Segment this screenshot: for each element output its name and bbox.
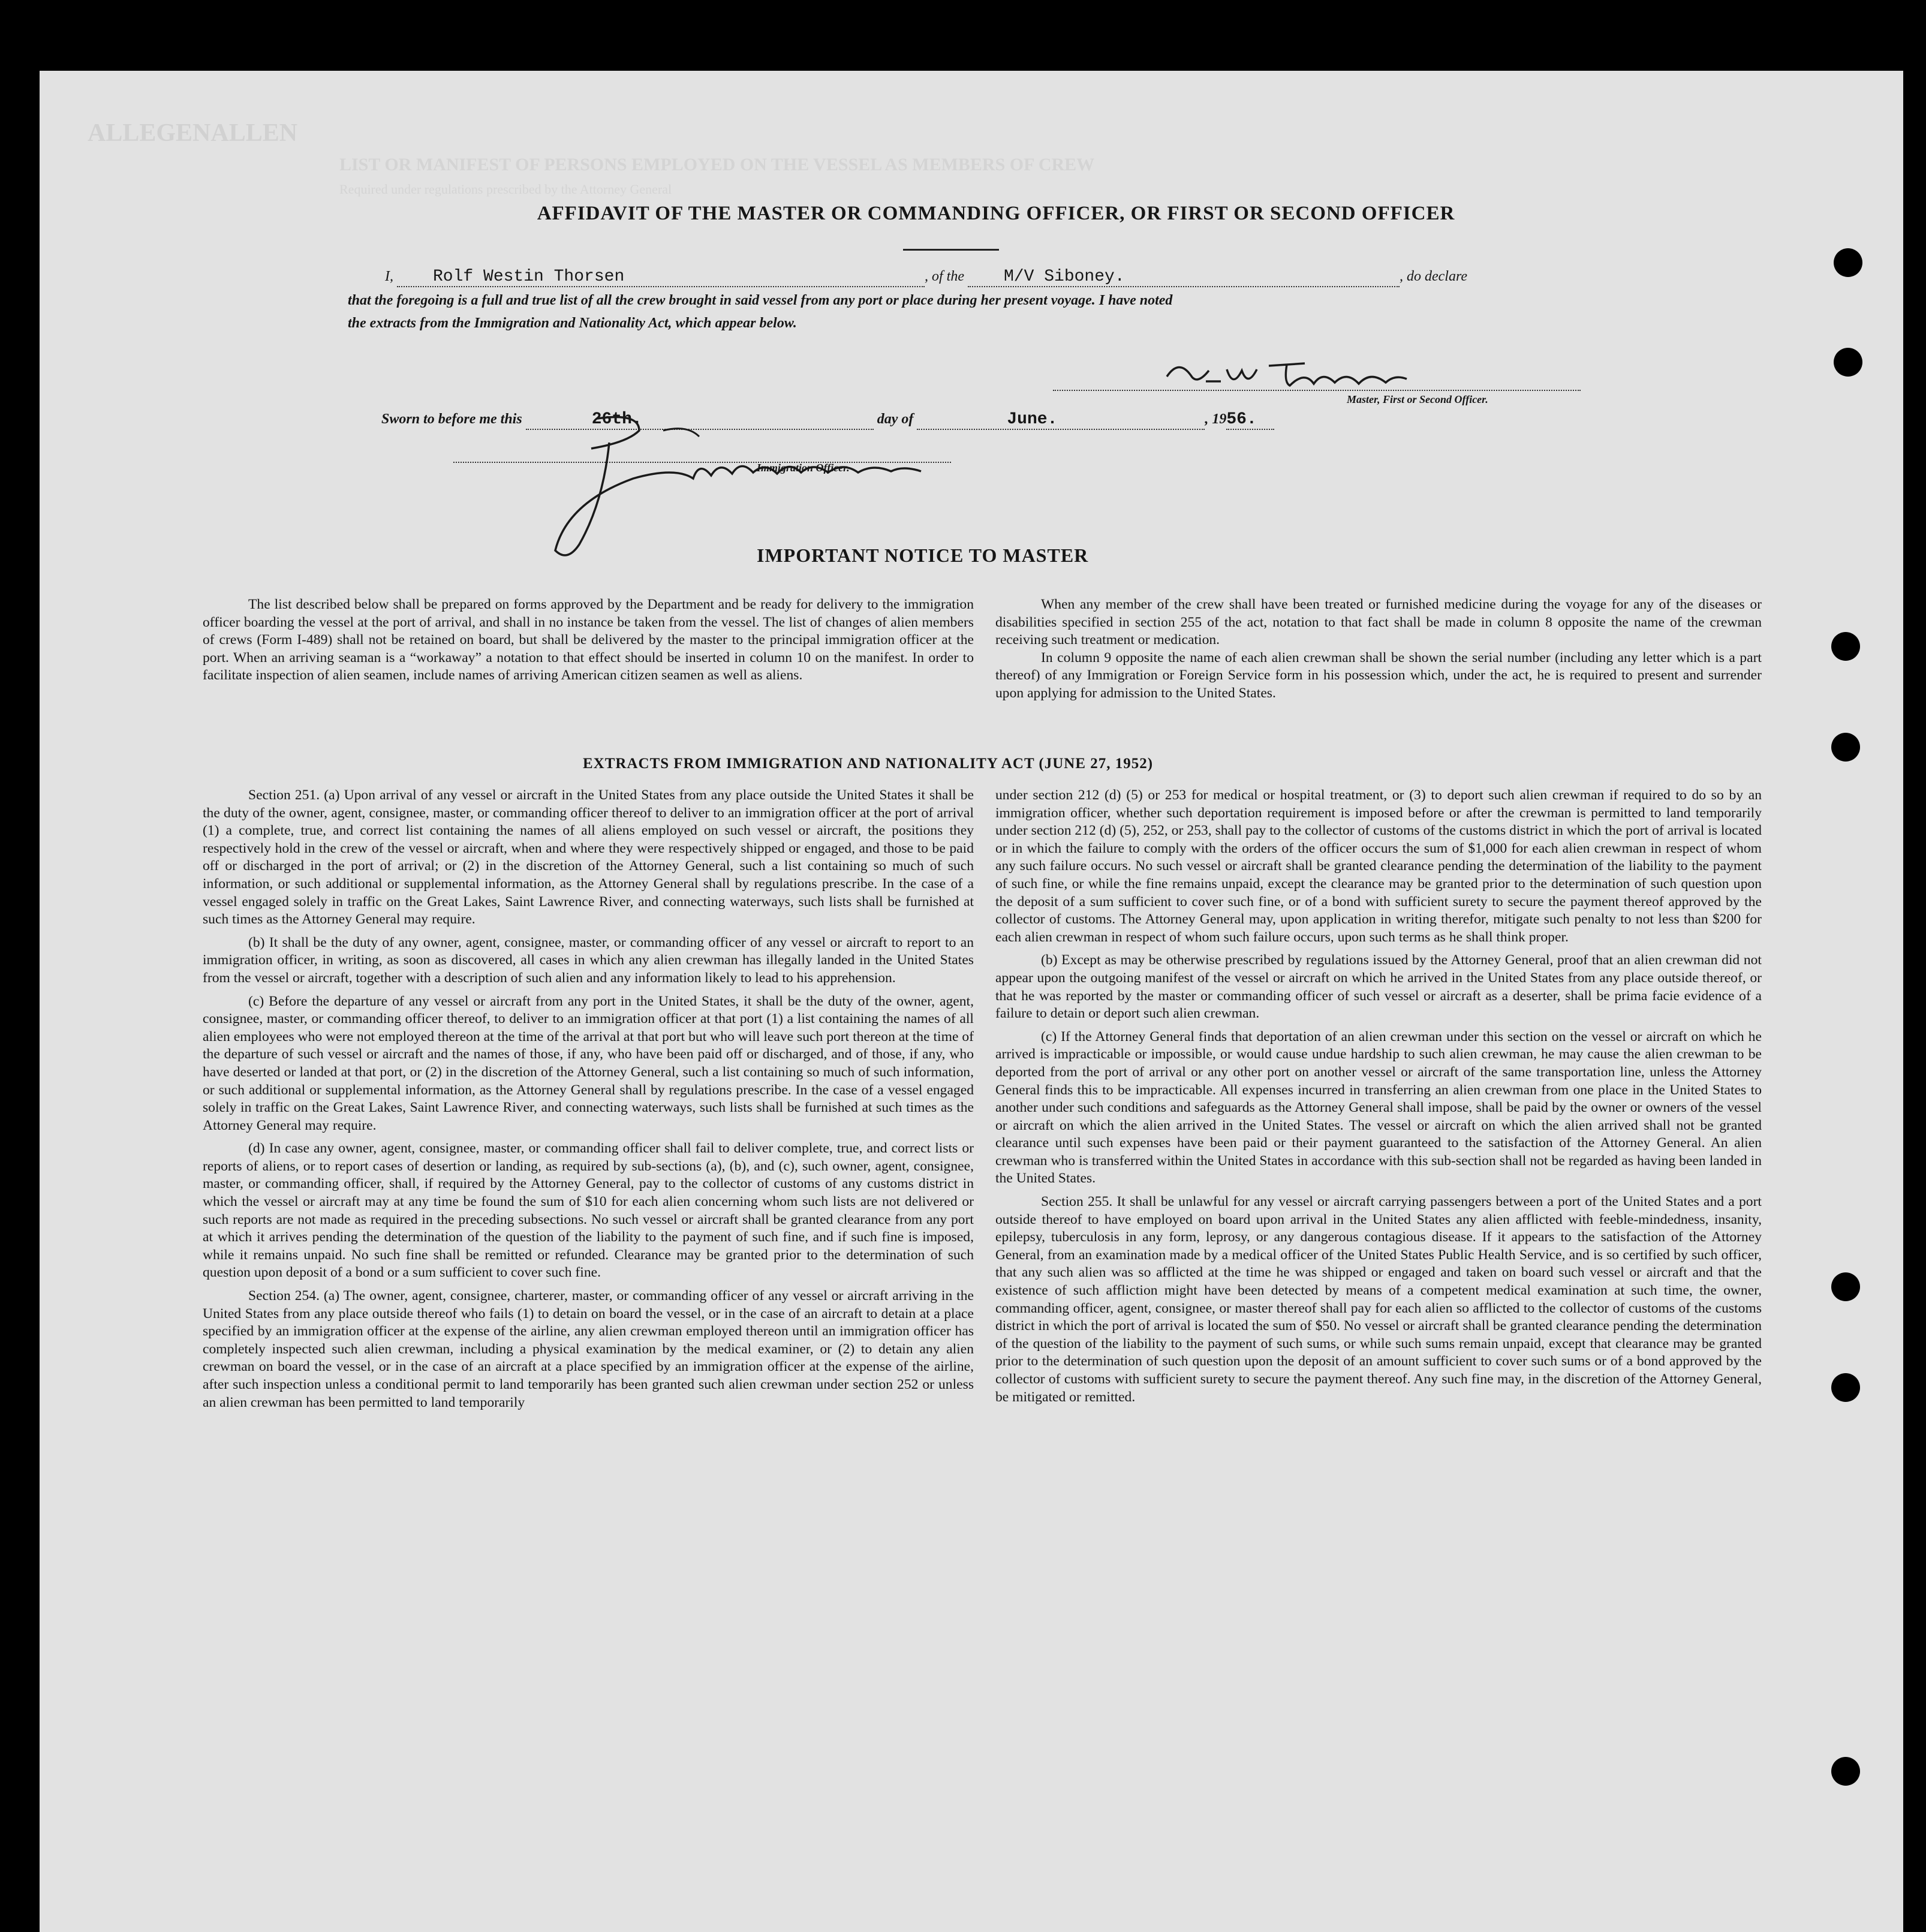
bleed-through-text-2: LIST OR MANIFEST OF PERSONS EMPLOYED ON THE VESSEL AS MEMBERS OF CREW — [339, 155, 1095, 174]
extracts-left-column — [203, 787, 974, 1417]
notice-right-paragraph-1: When any member of the crew shall have been treated or furnished medicine during the voyage for any of the diseases or disabilities specified in section 255 of the act, notation to that fact shall be made in column 8 opposite the name of the crewman receiving such treatment or medication. — [995, 597, 1762, 648]
declarant-prefix: I, — [385, 269, 393, 284]
of-the-label: , of the — [925, 269, 964, 284]
binder-hole-6 — [1831, 1373, 1860, 1402]
year-prefix: , 19 — [1205, 411, 1227, 427]
sworn-label: Sworn to before me this — [381, 411, 522, 427]
section-251-d: (d) In case any owner, agent, consignee, master, or commanding officer shall fail to deliver complete, true, and correct lists or reports of aliens, or to report cases of desertion or landing, as required by sub-sections (a), (b), and (c), such owner, agent, consignee, master, or commanding officer, shall, if required by the Attorney General, pay to the collector of customs of any customs district in which the vessel or aircraft may at any time be found the sum of $10 for each alien concerning whom such lists are not delivered or such reports are not made as required in the preceding subsections. No such vessel or aircraft shall be granted clearance from any port at which it arrives pending the determination of the question of the liability to the payment of such fine, and if such fine is imposed, while it remains unpaid. No such fine shall be remitted or refunded. Clearance may be granted prior to the determination of such question upon deposit of a bond or a sum sufficient to cover such fine. — [203, 1140, 974, 1281]
section-251-a: Section 251. (a) Upon arrival of any vessel or aircraft in the United States from any place outside the United States it shall be the duty of the owner, agent, consignee, master, or commanding officer thereof to deliver to an immigration officer at the port of arrival (1) a complete, true, and correct list containing the names of all aliens employed on such vessel or aircraft, the positions they respectively hold in the crew of the vessel or aircraft, when and where they were respectively shipped or engaged, and those to be paid off or discharged in the port of arrival; or (2) in the discretion of the Attorney General, such a list containing so much of such information, or such additional or supplemental information, as the Attorney General shall by regulations prescribe. In the case of a vessel engaged solely in traffic on the Great Lakes, Saint Lawrence River, and connecting waterways, such lists shall be furnished at such times as the Attorney General may require. — [203, 787, 974, 928]
binder-hole-1 — [1834, 248, 1862, 277]
section-251-b: (b) It shall be the duty of any owner, agent, consignee, master, or commanding officer of any vessel or aircraft to report to an immigration officer, in writing, as soon as discovered, all cases in which any alien crewman has illegally landed in the United States from the vessel or aircraft, together with a description of such alien and any information likely to lead to his apprehension. — [203, 934, 974, 986]
binder-hole-4 — [1831, 733, 1860, 762]
section-254-c: (c) If the Attorney General finds that deportation of an alien crewman under this section on the vessel or aircraft on which he arrived is impracticable or impossible, or would cause undue hardship to such alien crewman, he may cause the alien crewman to be deported from the port of arrival or any other port on another vessel or aircraft of the same transportation line, unless the Attorney General finds this to be impracticable. All expenses incurred in transferring an alien crewman from one place in the United States to another under such conditions and safeguards as the Attorney General shall impose, shall be paid by the owner or owners of the vessel or aircraft on which the alien arrived in the United States. The vessel or aircraft on which the alien arrived shall not be granted clearance until such expenses have been paid or their payment guaranteed to the satisfaction of the Attorney General. An alien crewman who is transferred within the United States in accordance with this sub-section shall not be regarded as having been landed in the United States. — [995, 1028, 1762, 1187]
sworn-year-field[interactable]: 56. — [1226, 410, 1274, 430]
sworn-day-field[interactable]: 26th. — [526, 410, 874, 430]
bleed-through-text-1: ALLEGENALLEN — [88, 119, 298, 147]
document-page — [40, 71, 1903, 1932]
declaration-line-3: the extracts from the Immigration and Nationality Act, which appear below. — [348, 315, 797, 331]
section-255: Section 255. It shall be unlawful for any vessel or aircraft carrying passengers between a port of the United States and a port outside thereof to have employed on board upon arrival in the United States any alien afflicted with feeble-mindedness, insanity, epilepsy, tuberculosis in any form, leprosy, or any dangerous contagious disease. If it appears to the satisfaction of the Attorney General, from an examination made by a medical officer of the United States Public Health Service, and is so certified by such officer, that any such alien was so afflicted at the time he was shipped or engaged and taken on board such vessel or aircraft and that the existence of such affliction might have been detected by means of a competent medical examination at such time, the owner, commanding officer, agent, consignee, or master thereof shall pay for each alien so afflicted to the collector of customs of the customs district in which the port of arrival is located the sum of $50. No vessel or aircraft shall be granted clearance pending the determination of the question of the liability to the payment of such sums, or while such sums remain unpaid, except that clearance may be granted prior to the determination of such question upon the deposit of an amount sufficient to cover such sums or of a bond approved by the collector of customs with sufficient surety to secure the payment thereof. Any such fine may, in the discretion of the Attorney General, be mitigated or remitted. — [995, 1194, 1762, 1405]
binder-hole-2 — [1834, 348, 1862, 377]
binder-hole-5 — [1831, 1272, 1860, 1301]
affidavit-title: AFFIDAVIT OF THE MASTER OR COMMANDING OFFICER, OR FIRST OR SECOND OFFICER — [537, 203, 1455, 224]
binder-hole-7 — [1831, 1757, 1860, 1786]
notice-left-paragraph: The list described below shall be prepared on forms approved by the Department and be ready for delivery to the immigration officer boarding the vessel at the port of arrival, and shall in no instance be taken from the vessel. The list of changes of alien members of crews (Form I-489) shall not be retained on board, but shall be delivered by the master to the principal immigration officer at the port. When an arriving seaman is a “workaway” a notation to that effect should be inserted in column 10 on the manifest. In order to facilitate inspection of alien seamen, include names of arriving American citizen seamen as well as aliens. — [203, 597, 974, 684]
sworn-month-field[interactable]: June. — [917, 410, 1205, 430]
section-254-b: (b) Except as may be otherwise prescribed by regulations issued by the Attorney General, proof that an alien crewman did not appear upon the outgoing manifest of the vessel or aircraft on which he arrived in the United States from any place outside thereof, or that he was reported by the master or commanding officer of such vessel or aircraft as a deserter, shall be prima facie evidence of a failure to detain or deport such alien crewman. — [995, 952, 1762, 1022]
officer-signature-caption: Immigration Officer. — [757, 462, 850, 474]
vessel-name-field[interactable]: M/V Siboney. — [968, 267, 1400, 287]
extracts-heading: EXTRACTS FROM IMMIGRATION AND NATIONALITY ACT (JUNE 27, 1952) — [583, 756, 1154, 772]
title-divider — [903, 249, 999, 251]
notice-left-column — [203, 596, 974, 690]
bleed-through-text-3: Required under regulations prescribed by the Attorney General — [339, 182, 672, 197]
declaration-line-1 — [385, 267, 1467, 287]
declarant-name-field[interactable]: Rolf Westin Thorsen — [397, 267, 925, 287]
section-254-a: Section 254. (a) The owner, agent, consignee, charterer, master, or commanding officer of any vessel or aircraft arriving in the United States from any place outside thereof who fails (1) to detain on board the vessel, or in the case of an aircraft to detain at a place specified by an immigration officer at the expense of the airline, any alien crewman employed thereon until an immigration officer has completely inspected such alien crewman, including a physical examination by the medical examiner, or (2) to detain any alien crewman on board the vessel, or in the case of an aircraft at a place specified by an immigration officer at the expense of the airline, after such inspection unless a conditional permit to land temporarily has been granted such alien crewman under section 252 or unless an alien crewman has been permitted to land temporarily — [203, 1288, 974, 1410]
section-251-c: (c) Before the departure of any vessel or aircraft from any port in the United States, it shall be the duty of the owner, agent, consignee, master, or commanding officer thereof, to deliver to an immigration officer at that port (1) a list containing the names of all alien employees who were not employed thereon at the time of the arrival at that port but who will leave such port thereon at the time of the departure of such vessel or aircraft and the names of those, if any, who have been paid off or discharged, and of those, if any, who have deserted or landed at that port, or (2) in the discretion of the Attorney General, such a list containing so much of such information, or such additional or supplemental information, as the Attorney General shall by regulations prescribe. In the case of a vessel engaged solely in traffic on the Great Lakes, Saint Lawrence River, and connecting waterways, such lists shall be furnished at such times as the Attorney General may require. — [203, 993, 974, 1133]
notice-heading: IMPORTANT NOTICE TO MASTER — [757, 544, 1089, 566]
section-254-a-continued: under section 212 (d) (5) or 253 for medical or hospital treatment, or (3) to deport such alien crewman if required to do so by an immigration officer, whether such deportation requirement is imposed before or after the crewman is permitted to land temporarily under section 212 (d) (5), 252, or 253, shall pay to the collector of customs of the customs district in which the port of arrival is located or in which the failure to comply with the orders of the officer occurs the sum of $1,000 for each alien crewman in respect of whom any such failure occurs. No such vessel or aircraft shall be granted clearance pending the determination of the liability to the payment of such fine, or while the fine remains unpaid, except the clearance may be granted prior to the determination of such question upon the deposit of a sum sufficient to cover such fine, or of a bond with sufficient surety to secure the payment thereof approved by the collector of customs. The Attorney General may, upon application in writing therefor, mitigate such penalty to not less than $200 for each alien crewman in respect of whom such failure occurs, upon such terms as he shall think proper. — [995, 787, 1762, 945]
notice-right-paragraph-2: In column 9 opposite the name of each alien crewman shall be shown the serial number (including any letter which is a part thereof) of any Immigration or Foreign Service form in his possession which, under the act, he is required to present and surrender upon applying for admission to the United States. — [995, 649, 1762, 701]
notice-right-column — [995, 596, 1762, 708]
declaration-line-2: that the foregoing is a full and true list of all the crew brought in said vessel from any port or place during her present voyage. I have noted — [348, 293, 1173, 308]
day-of-label: day of — [877, 411, 914, 427]
master-signature-caption: Master, First or Second Officer. — [1347, 393, 1488, 405]
binder-hole-3 — [1831, 632, 1860, 661]
do-declare-label: , do declare — [1400, 269, 1468, 284]
extracts-right-column — [995, 787, 1762, 1412]
